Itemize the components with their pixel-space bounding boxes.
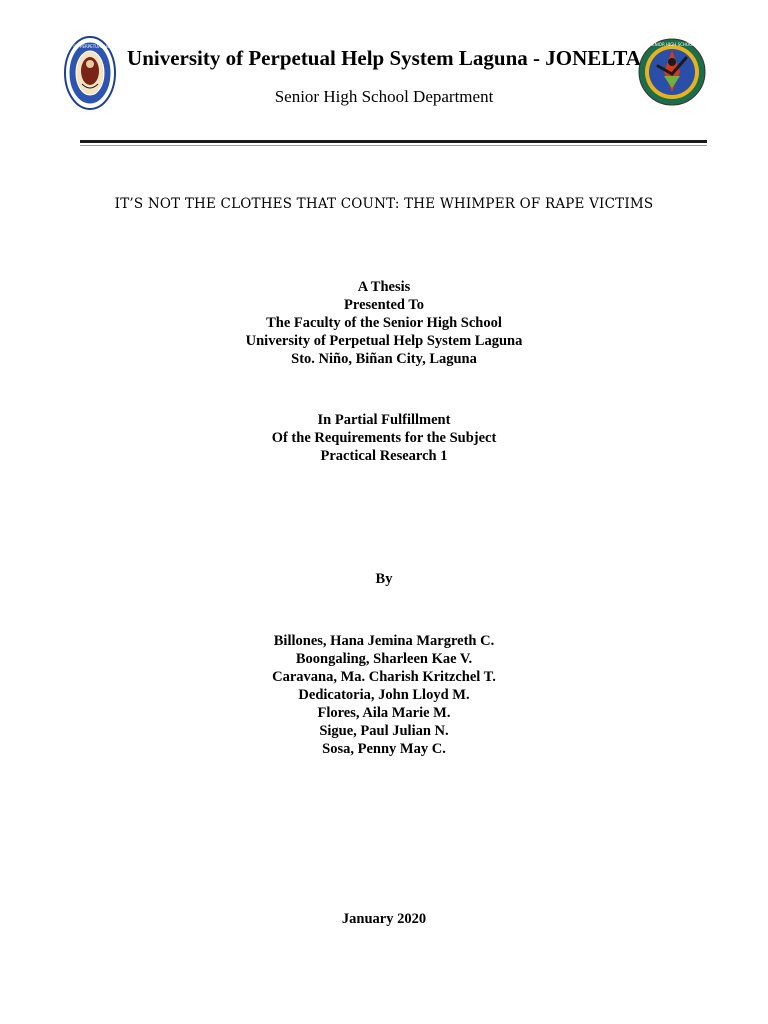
- department-name: Senior High School Department: [274, 87, 494, 106]
- header-divider-thin: [80, 145, 707, 146]
- presented-block: [84, 278, 684, 368]
- fulfillment-line: Practical Research 1: [320, 448, 448, 464]
- author-name: Caravana, Ma. Charish Kritzchel T.: [272, 669, 496, 685]
- presented-line: University of Perpetual Help System Laguna: [245, 333, 523, 349]
- presented-line: Sto. Niño, Biñan City, Laguna: [291, 351, 477, 367]
- university-seal-logo: [48, 36, 132, 110]
- fulfillment-block: [84, 411, 684, 465]
- fulfillment-line: In Partial Fulfillment: [317, 412, 451, 428]
- header-divider-thick: [80, 140, 707, 143]
- presented-line: The Faculty of the Senior High School: [266, 315, 502, 331]
- author-name: Billones, Hana Jemina Margreth C.: [273, 633, 495, 649]
- authors-list: [84, 632, 684, 758]
- presented-line: Presented To: [344, 297, 424, 313]
- school-name: University of Perpetual Help System Laguna - JONELTA: [127, 46, 641, 70]
- left-logo-text: UNIVERSITY OF PERPETUAL HELP SYSTEM: [48, 44, 132, 49]
- author-name: Sigue, Paul Julian N.: [319, 723, 449, 739]
- author-name: Dedicatoria, John Lloyd M.: [298, 687, 470, 703]
- right-logo-text: SENIOR HIGH SCHOOL: [649, 42, 695, 47]
- author-name: Flores, Aila Marie M.: [317, 705, 451, 721]
- submission-date: January 2020: [341, 911, 427, 927]
- author-name: Boongaling, Sharleen Kae V.: [295, 651, 473, 667]
- by-label: By: [375, 571, 393, 587]
- thesis-title: IT’S NOT THE CLOTHES THAT COUNT: THE WHIMPER OF RAPE VICTIMS: [114, 196, 654, 212]
- fulfillment-line: Of the Requirements for the Subject: [271, 430, 497, 446]
- author-name: Sosa, Penny May C.: [322, 741, 446, 757]
- senior-high-seal-logo: [638, 36, 706, 108]
- presented-line: A Thesis: [357, 279, 411, 295]
